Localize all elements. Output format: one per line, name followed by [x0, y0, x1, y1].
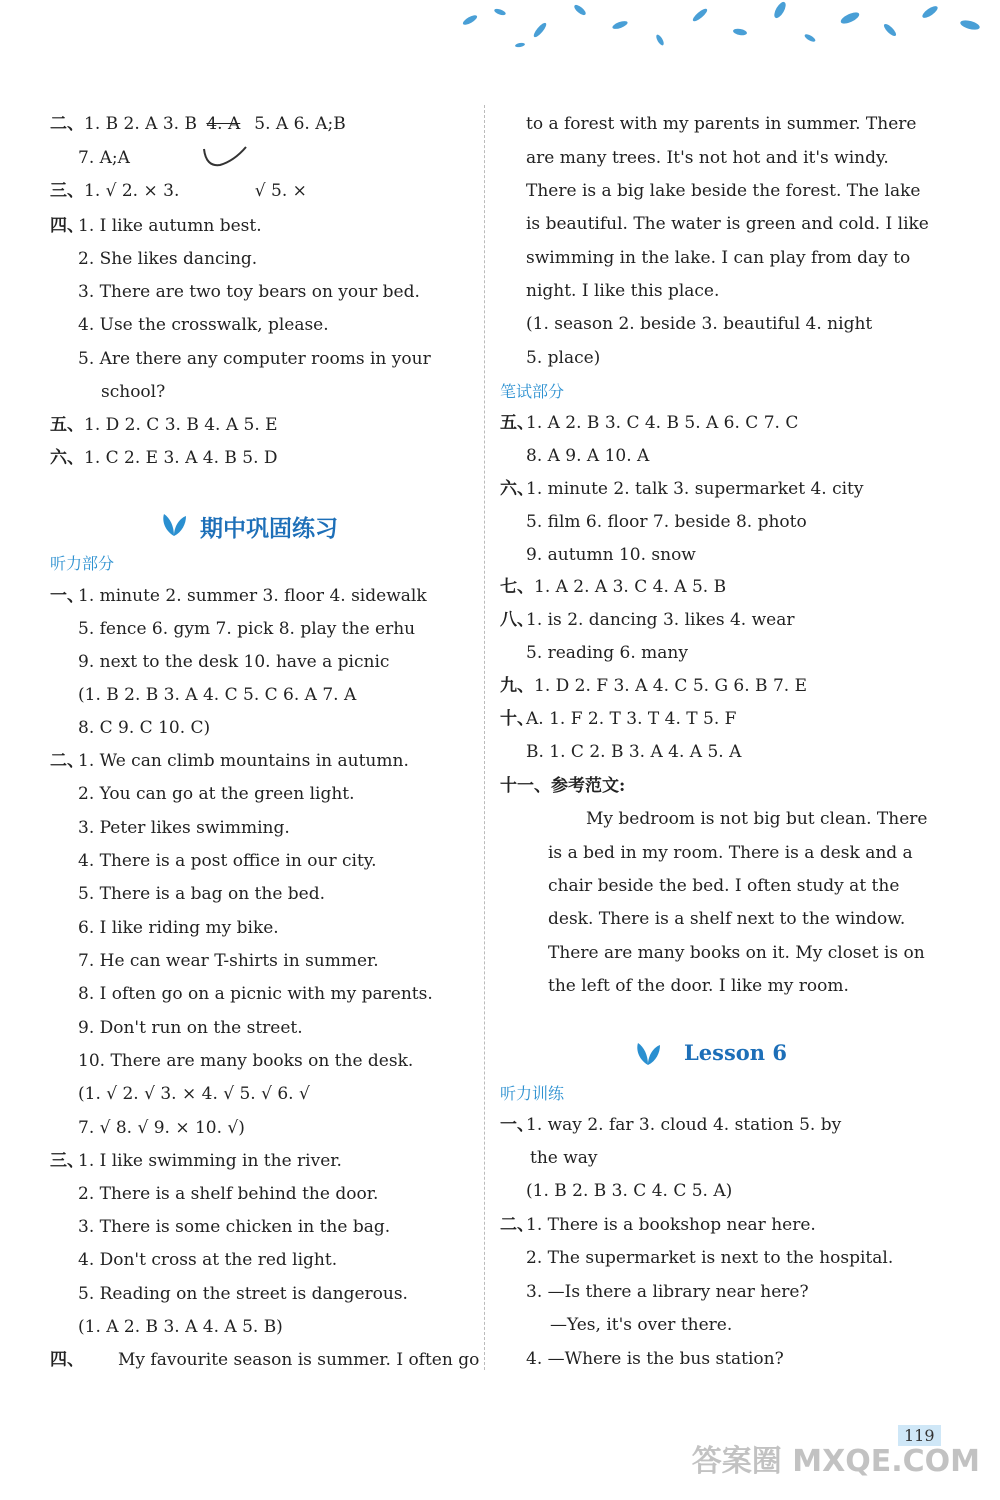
answer-line: 4. Don't cross at the red light.: [78, 1250, 338, 1270]
answer-line: 4. —Where is the bus station?: [526, 1349, 784, 1369]
answer-line: 2. You can go at the green light.: [78, 784, 355, 804]
answer-line: is a bed in my room. There is a desk and a: [548, 843, 913, 863]
answer-line: 1. minute 2. summer 3. floor 4. sidewalk: [78, 586, 427, 606]
written-label: 笔试部分: [500, 382, 565, 401]
watermark: 答案圈 MXQE.COM: [691, 1444, 980, 1479]
answer-line: 8. A 9. A 10. A: [526, 446, 650, 466]
answer-line: are many trees. It's not hot and it's windy.: [526, 148, 889, 168]
answer-line: 5. place): [526, 348, 601, 368]
answer-line: 5. There is a bag on the bed.: [78, 884, 326, 904]
answer-line: 5. Reading on the street is dangerous.: [78, 1284, 408, 1304]
answer-line: B. 1. C 2. B 3. A 4. A 5. A: [526, 742, 742, 762]
answer-line: 9. autumn 10. snow: [526, 545, 696, 565]
answer-line: 9. Don't run on the street.: [78, 1018, 303, 1038]
answer-line: 1. I like swimming in the river.: [78, 1151, 342, 1171]
answer-line: 8. C 9. C 10. C): [78, 718, 211, 738]
answer-line: There are many books on it. My closet is on: [548, 943, 925, 963]
answer-line: 九、1. D 2. F 3. A 4. C 5. G 6. B 7. E: [500, 676, 807, 696]
leaf-decoration-icon: [430, 0, 1000, 70]
answer-line: desk. There is a shelf next to the window.: [548, 909, 906, 929]
answer-line: (1. season 2. beside 3. beautiful 4. night: [526, 314, 873, 334]
answer-line: 2. There is a shelf behind the door.: [78, 1184, 379, 1204]
answer-line: 三、1. √ 2. × 3. √ 5. ×: [50, 181, 307, 201]
section-label: 十一、参考范文:: [500, 776, 626, 796]
answer-line: 10. There are many books on the desk.: [78, 1051, 414, 1071]
answer-line: 六、1. C 2. E 3. A 4. B 5. D: [50, 448, 278, 468]
section-label: 五、: [500, 413, 534, 433]
answer-line: 3. There is some chicken in the bag.: [78, 1217, 391, 1237]
answer-line: 五、1. D 2. C 3. B 4. A 5. E: [50, 415, 278, 435]
answer-line: (1. A 2. B 3. A 4. A 5. B): [78, 1317, 283, 1337]
answer-line: My bedroom is not big but clean. There: [586, 809, 928, 829]
answer-line: 3. Peter likes swimming.: [78, 818, 290, 838]
answer-line: 6. I like riding my bike.: [78, 918, 279, 938]
answer-line: chair beside the bed. I often study at the: [548, 876, 900, 896]
answer-line: 3. There are two toy bears on your bed.: [78, 282, 420, 302]
check-mark-icon: [200, 143, 250, 173]
section-label: 一、: [500, 1115, 534, 1135]
answer-line: the left of the door. I like my room.: [548, 976, 849, 996]
answer-line: swimming in the lake. I can play from day to: [526, 248, 911, 268]
listening-label: 听力训练: [500, 1084, 565, 1103]
lesson-title: Lesson 6: [684, 1040, 787, 1065]
section-title: 期中巩固练习: [200, 515, 338, 542]
answer-line: 9. next to the desk 10. have a picnic: [78, 652, 390, 672]
answer-line: —Yes, it's over there.: [550, 1315, 733, 1335]
answer-line: the way: [530, 1148, 598, 1168]
answer-line: night. I like this place.: [526, 281, 720, 301]
section-label: 六、: [500, 479, 534, 499]
answer-line: to a forest with my parents in summer. There: [526, 114, 917, 134]
answer-line: 1. is 2. dancing 3. likes 4. wear: [526, 610, 795, 630]
answer-line: A. 1. F 2. T 3. T 4. T 5. F: [526, 709, 737, 729]
answer-line: 1. A 2. B 3. C 4. B 5. A 6. C 7. C: [526, 413, 799, 433]
section-label: 三、: [50, 1151, 84, 1171]
answer-line: There is a big lake beside the forest. The lake: [526, 181, 921, 201]
section-label: 二、: [50, 751, 84, 771]
answer-line: 3. —Is there a library near here?: [526, 1282, 809, 1302]
answer-line: (1. B 2. B 3. A 4. C 5. C 6. A 7. A: [78, 685, 357, 705]
answer-line: 4. Use the crosswalk, please.: [78, 315, 329, 335]
section-label: 一、: [50, 586, 84, 606]
column-divider: [484, 105, 485, 1370]
leaf-icon: [634, 1041, 662, 1067]
answer-line: 2. She likes dancing.: [78, 249, 258, 269]
section-label: 四、: [50, 216, 84, 236]
answer-line: 5. fence 6. gym 7. pick 8. play the erhu: [78, 619, 416, 639]
answer-line: 1. We can climb mountains in autumn.: [78, 751, 409, 771]
answer-line: 5. reading 6. many: [526, 643, 688, 663]
answer-line: My favourite season is summer. I often go: [118, 1350, 480, 1370]
answer-line: 7. √ 8. √ 9. × 10. √): [78, 1118, 245, 1138]
section-label: 八、: [500, 610, 534, 630]
answer-line: (1. B 2. B 3. C 4. C 5. A): [526, 1181, 733, 1201]
answer-line: 2. The supermarket is next to the hospital.: [526, 1248, 894, 1268]
answer-line: school?: [101, 382, 166, 402]
leaf-icon: [160, 512, 188, 538]
answer-line: 1. I like autumn best.: [78, 216, 262, 236]
page-number: 119: [898, 1425, 941, 1446]
answer-line: 7. A;A: [78, 148, 130, 168]
section-label: 二、: [500, 1215, 534, 1235]
answer-line: 4. There is a post office in our city.: [78, 851, 377, 871]
answer-line: is beautiful. The water is green and cold. I like: [526, 214, 929, 234]
answer-line: 8. I often go on a picnic with my parents.: [78, 984, 433, 1004]
answer-line: 7. He can wear T-shirts in summer.: [78, 951, 379, 971]
answer-line: 5. Are there any computer rooms in your: [78, 349, 431, 369]
answer-line: (1. √ 2. √ 3. × 4. √ 5. √ 6. √: [78, 1084, 310, 1104]
answer-line: 5. film 6. floor 7. beside 8. photo: [526, 512, 807, 532]
section-label: 十、: [500, 709, 534, 729]
section-label: 四、: [50, 1350, 84, 1370]
answer-line: 七、1. A 2. A 3. C 4. A 5. B: [500, 577, 727, 597]
answer-line: 1. way 2. far 3. cloud 4. station 5. by: [526, 1115, 842, 1135]
answer-line: 二、1. B 2. A 3. B 4. A 5. A 6. A;B: [50, 114, 346, 134]
answer-line: 1. minute 2. talk 3. supermarket 4. city: [526, 479, 864, 499]
listening-label: 听力部分: [50, 554, 115, 573]
answer-line: 1. There is a bookshop near here.: [526, 1215, 816, 1235]
